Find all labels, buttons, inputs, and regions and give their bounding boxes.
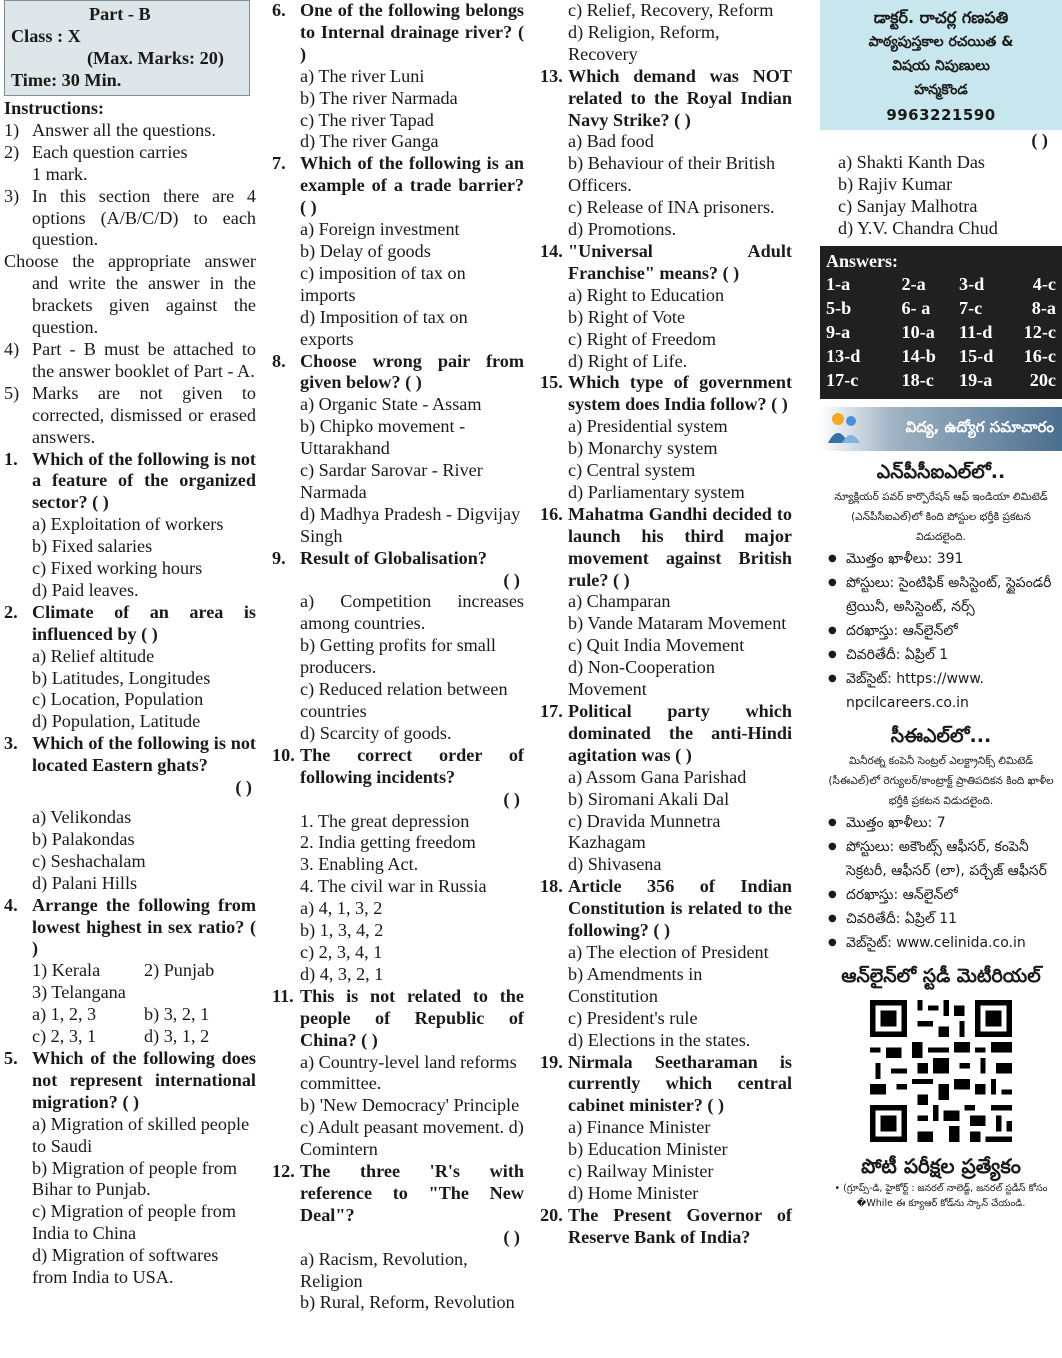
option-c: c) The river Tapad: [300, 109, 434, 130]
question-7: 7. Which of the following is an example of a trade barrier? ( ) a) Foreign investment b) Delay of goods c) imposition of tax on imports d) Imposition of tax on exports: [272, 153, 524, 349]
option-b: b) Rajiv Kumar: [838, 173, 953, 194]
item-4: 4. The civil war in Russia: [300, 876, 487, 897]
column-4: [820, 0, 1062, 1211]
cel-apply: ● దరఖాస్తు: ఆన్‌లైన్‌లో: [828, 883, 1056, 907]
option-c: c) Right of Freedom: [568, 328, 716, 349]
question-text: Choose wrong pair from given below?: [300, 350, 524, 393]
npcil-section: [820, 457, 1062, 715]
option-c: c) imposition of tax on imports: [300, 262, 466, 305]
answer-item: 16-c: [1023, 346, 1056, 367]
answer-item: 17-c: [826, 370, 859, 391]
option-a: a) Competition increases among countries.: [300, 591, 524, 634]
answer-bracket[interactable]: ( ): [235, 777, 252, 798]
part-label: Part - B: [89, 4, 151, 24]
question-20-cont: [820, 130, 1062, 240]
answer-item: 4-c: [1032, 273, 1056, 294]
option-b: b) 1, 3, 4, 2: [300, 920, 384, 941]
answer-bracket[interactable]: ( ): [503, 569, 520, 590]
option-a: a) Migration of skilled people to Saudi: [32, 1113, 250, 1156]
option-d: d) 3, 1, 2: [144, 1026, 210, 1047]
section-banner: [820, 407, 1062, 451]
answer-bracket[interactable]: ( ): [300, 197, 317, 218]
option-a: a) Shakti Kanth Das: [838, 151, 985, 172]
answer-bracket[interactable]: ( ): [32, 916, 257, 959]
option-d: d) Scarcity of goods.: [300, 722, 452, 743]
class-label: Class : X: [11, 26, 81, 46]
question-18: 18. Article 356 of Indian Constitution is related to the following? ( ) a) The election of President b) Amendments in Constitution c) President's rule d) Elections in the states.: [540, 876, 792, 1050]
question-text: This is not related to the people of Republic of China?: [300, 985, 524, 1050]
option-b: b) The river Narmada: [300, 87, 458, 108]
npcil-description: న్యూక్లియర్ పవర్ కార్పొరేషన్ ఆఫ్ ఇండియా లిమిటెడ్ (ఎన్‌పీసీఐఎల్)లో కింది పోస్టుల భర్తీకి ప్రకటన విడుదలైంది.: [834, 490, 1048, 543]
question-17: 17. Political party which dominated the anti-Hindi agitation was ( ) a) Assom Gana Parishad b) Siromani Akali Dal c) Dravida Munnetra Kazhagam d) Shivasena: [540, 701, 792, 875]
option-b: b) Monarchy system: [568, 438, 718, 459]
option-b: b) Getting profits for small producers.: [300, 635, 496, 678]
study-heading: ఆన్‌లైన్‌లో స్టడీ మెటీరియల్: [841, 964, 1041, 987]
npcil-posts: ● పోస్టులు: సైంటిఫిక్ అసిస్టెంట్, స్టైపండరీ ట్రెయినీ, అసిస్టెంట్, నర్స్: [828, 571, 1056, 619]
answer-item: 12-c: [1023, 321, 1056, 342]
max-marks: (Max. Marks: 20): [87, 48, 224, 68]
instruction-4: 4) Part - B must be attached to the answer booklet of Part - A.: [4, 338, 256, 381]
option-c: c) Central system: [568, 460, 696, 481]
answer-bracket[interactable]: ( ): [503, 1226, 520, 1247]
option-c: c) Adult peasant movement.: [300, 1117, 505, 1138]
cel-posts: ● పోస్టులు: అకౌంట్స్ ఆఫీసర్, కంపెనీ సెక్రటరీ, ఆఫీసర్ (లా), పర్చేజ్ ఆఫీసర్: [828, 835, 1056, 883]
answer-item: 8-a: [1031, 297, 1056, 318]
answer-bracket[interactable]: ( ): [707, 1095, 725, 1116]
option-a: a) 4, 1, 3, 2: [300, 898, 383, 919]
npcil-apply: ● దరఖాస్తు: ఆన్‌లైన్‌లో: [828, 619, 1056, 643]
option-d: d) Population, Latitude: [32, 711, 201, 732]
answer-item: 20c: [1029, 370, 1056, 391]
answer-bracket[interactable]: ( ): [1031, 130, 1048, 150]
answer-bracket[interactable]: ( ): [141, 623, 158, 644]
question-text: Article 356 of Indian Constitution is related to the following?: [568, 876, 792, 941]
answer-bracket[interactable]: ( ): [361, 1029, 378, 1050]
answer-bracket[interactable]: ( ): [771, 394, 788, 415]
option-b: b) Behaviour of their British Officers.: [568, 153, 776, 196]
author-phone: 9963221590: [886, 106, 996, 124]
npcil-vacancies: ● మొత్తం ఖాళీలు: 391: [828, 547, 1056, 571]
question-text: Which of the following does not represent international migration?: [32, 1047, 256, 1112]
answer-item: 14-b: [901, 346, 936, 367]
item-3: 3) Telangana: [32, 982, 126, 1003]
cel-vacancies: ● మొత్తం ఖాళీలు: 7: [828, 811, 1056, 835]
option-c: c) Release of INA prisoners.: [568, 197, 775, 218]
option-c: c) Dravida Munnetra Kazhagam: [568, 810, 721, 853]
option-a: a) The election of President: [568, 941, 769, 962]
answer-bracket[interactable]: ( ): [92, 492, 109, 513]
answer-bracket[interactable]: ( ): [503, 788, 520, 809]
question-1: 1. Which of the following is not a feature of the organized sector? ( ) a) Exploitation of workers b) Fixed salaries c) Fixed working hours d) Paid leaves.: [4, 448, 256, 600]
question-text: The Present Governor of Reserve Bank of India?: [568, 1204, 792, 1247]
option-d: d) Religion, Reform, Recovery: [568, 21, 720, 64]
part-header-box: [4, 0, 250, 96]
time-label: Time: 30 Min.: [11, 70, 122, 90]
option-a: a) Assom Gana Parishad: [568, 766, 747, 787]
question-9: 9. Result of Globalisation? ( ) a) Competition increases among countries. b) Getting profits for small producers. c) Reduced relation between countries d) Scarcity of goods.: [272, 547, 524, 743]
answer-bracket[interactable]: ( ): [405, 372, 422, 393]
author-subject: విషయ నిపుణులు: [892, 58, 990, 74]
question-text: Arrange the following from lowest highest in sex ratio?: [32, 894, 256, 937]
column-3: [540, 0, 792, 1249]
answer-item: 5-b: [826, 297, 852, 318]
cel-section: [820, 721, 1062, 955]
answer-bracket[interactable]: ( ): [653, 920, 671, 941]
author-box: [820, 0, 1062, 130]
question-13: 13. Which demand was NOT related to the Royal Indian Navy Strike? ( ) a) Bad food b) Behaviour of their British Officers. c) Release of INA prisoners. d) Promotions.: [540, 65, 792, 240]
option-d: d) Right of Life.: [568, 350, 688, 371]
answer-bracket[interactable]: ( ): [300, 21, 525, 64]
question-text: The correct order of following incidents?: [300, 744, 524, 787]
question-20: 20. The Present Governor of Reserve Bank of India?: [540, 1204, 792, 1247]
question-text: Which of the following is not located Eastern ghats?: [32, 733, 256, 776]
cel-description: మినీరత్న కంపెనీ సెంట్రల్ ఎలక్ట్రానిక్స్ లిమిటెడ్ (సీఈఎల్)లో రెగ్యులర్/కాంట్రాక్ట్ ప్రాతిపదికన కింది ఖాళీల భర్తీకి ప్రకటన విడుదలైంది.: [828, 754, 1054, 807]
option-b: b) Fixed salaries: [32, 536, 153, 557]
qr-code-icon[interactable]: [865, 995, 1017, 1147]
question-2: 2. Climate of an area is influenced by ( ) a) Relief altitude b) Latitudes, Longitudes c) Location, Population d) Population, Latitude: [4, 601, 256, 732]
answers-title: Answers:: [826, 250, 898, 271]
instruction-choose: Choose the appropriate answer and write the answer in the brackets given against the question.: [4, 251, 256, 338]
option-d: d) Paid leaves.: [32, 579, 139, 600]
option-b: b) Latitudes, Longitudes: [32, 667, 211, 688]
option-a: a) Champaran: [568, 591, 671, 612]
option-c: c) 2, 3, 4, 1: [300, 941, 383, 962]
answer-item: 6- a: [901, 297, 931, 318]
option-b: b) Vande Mataram Movement: [568, 613, 787, 634]
option-d: d) Parliamentary system: [568, 481, 745, 502]
column-2: [272, 0, 524, 1314]
cel-last-date: ● చివరితేదీ: ఏప్రిల్ 11: [828, 907, 1056, 931]
answer-item: 10-a: [901, 321, 935, 342]
option-c: c) Reduced relation between countries: [300, 679, 508, 721]
answer-item: 15-d: [959, 346, 994, 367]
question-5: 5. Which of the following does not represent international migration? ( ) a) Migration of skilled people to Saudi b) Migration of people from Bihar to Punjab. c) Migration of people from India to China d) Migration of softwares from India to USA.: [4, 1047, 256, 1288]
option-c: c) Quit India Movement: [568, 635, 745, 656]
option-c: c) Fixed working hours: [32, 558, 203, 579]
author-name: డాక్టర్. రాచర్ల గణపతి: [873, 8, 1009, 27]
question-text: Result of Globalisation?: [300, 547, 487, 568]
option-a: a) Exploitation of workers: [32, 514, 224, 535]
option-a: a) Racism, Revolution, Religion: [300, 1248, 468, 1291]
question-text: The three 'R's with reference to "The New Deal"?: [300, 1161, 524, 1225]
option-d: d) Elections in the states.: [568, 1029, 751, 1050]
question-text: Nirmala Seetharaman is currently which central cabinet minister?: [568, 1051, 792, 1116]
instruction-1: 1) Answer all the questions.: [4, 119, 216, 140]
column-1: [4, 0, 256, 1289]
option-d: d) Shivasena: [568, 854, 662, 875]
question-text: Which of the following is not a feature of the organized sector?: [32, 448, 256, 513]
question-10: 10. The correct order of following incidents? ( ) 1. The great depression 2. India getting freedom 3. Enabling Act. 4. The civil war in Russia a) 4, 1, 3, 2 b) 1, 3, 4, 2 c) 2, 3, 4, 1 d) 4, 3, 2, 1: [272, 744, 524, 984]
question-16: 16. Mahatma Gandhi decided to launch his third major movement against British rule? ( ) a) Champaran b) Vande Mataram Movement c) Quit India Movement d) Non-Cooperation Movement: [540, 503, 792, 700]
answer-item: 19-a: [959, 370, 993, 391]
answer-item: 3-d: [959, 273, 985, 294]
option-c: c) Railway Minister: [568, 1161, 714, 1182]
question-text: Which type of government system does India follow?: [568, 372, 792, 415]
option-b: b) Right of Vote: [568, 306, 686, 327]
study-material-section: [820, 961, 1062, 1211]
option-a: a) The river Luni: [300, 65, 425, 86]
item-2: 2. India getting freedom: [300, 832, 476, 853]
option-b: b) Migration of people from Bihar to Punjab.: [32, 1157, 238, 1200]
question-text: Which demand was NOT related to the Royal Indian Navy Strike?: [568, 65, 792, 130]
option-a: a) Organic State - Assam: [300, 394, 482, 415]
option-b: b) 'New Democracy' Principle: [300, 1095, 520, 1116]
question-text: Which of the following is an example of a trade barrier?: [300, 153, 524, 196]
option-a: a) Country-level land reforms committee.: [300, 1051, 517, 1094]
question-14: 14. "Universal Adult Franchise" means? ( ) a) Right to Education b) Right of Vote c) Right of Freedom d) Right of Life.: [540, 240, 792, 371]
question-text: Mahatma Gandhi decided to launch his third major movement against British rule?: [568, 503, 792, 590]
answer-bracket[interactable]: ( ): [675, 744, 692, 765]
question-text: Political party which dominated the anti-Hindi agitation was: [568, 701, 792, 765]
question-text: Climate of an area is influenced by: [32, 601, 256, 644]
item-1: 1) Kerala: [32, 960, 101, 981]
option-b: b) Delay of goods: [300, 240, 431, 261]
option-a: a) Foreign investment: [300, 219, 460, 240]
question-6: 6. One of the following belongs to Internal drainage river? ( ) a) The river Luni b) The river Narmada c) The river Tapad d) The river Ganga: [272, 0, 525, 152]
option-c: c) Sardar Sarovar - River Narmada: [300, 460, 483, 502]
item-3: 3. Enabling Act.: [300, 854, 419, 875]
option-b: b) Rural, Reform, Revolution: [300, 1292, 515, 1313]
answer-item: 18-c: [901, 370, 934, 391]
answers-grid: [826, 272, 1056, 393]
author-title: పాఠ్యపుస్తకాల రచయిత &: [868, 34, 1014, 50]
option-d: d) Non-Cooperation Movement: [568, 657, 715, 700]
instruction-2: 2) Each question carries: [4, 141, 188, 162]
option-b: b) Chipko movement - Uttarakhand: [300, 416, 466, 459]
answer-bracket[interactable]: ( ): [722, 262, 740, 283]
option-d: d) Home Minister: [568, 1182, 699, 1203]
option-b: b) Siromani Akali Dal: [568, 788, 730, 809]
instruction-2-cont: 1 mark.: [32, 163, 88, 184]
option-d: d) Imposition of tax on exports: [300, 306, 468, 349]
study-note: • (గ్రూప్స్-డి, హైకోర్ట్ : జనరల్ నాలెడ్జ్, జనరల్ స్టడీస్ కోసం �While ఈ క్యూఆర్ కోడ్‌ను స్కాన్ చేయండి.: [834, 1182, 1048, 1209]
option-d: d) Comintern: [300, 1117, 524, 1160]
option-c: c) Sanjay Malhotra: [838, 195, 978, 216]
question-15: 15. Which type of government system does India follow? ( ) a) Presidential system b) Monarchy system c) Central system d) Parliamentary system: [540, 372, 792, 502]
instruction-5: 5) Marks are not given to corrected, dismissed or erased answers.: [4, 382, 256, 447]
option-b: b) Amendments in Constitution: [568, 963, 703, 1006]
question-8: 8. Choose wrong pair from given below? ( ) a) Organic State - Assam b) Chipko movement - Uttarakhand c) Sardar Sarovar - River Narmada d) Madhya Pradesh - Digvijay Singh: [272, 350, 524, 546]
option-b: b) 3, 2, 1: [144, 1004, 210, 1025]
answers-box: [820, 246, 1062, 399]
graduate-logo-icon: [824, 409, 864, 449]
option-a: a) 1, 2, 3: [32, 1004, 97, 1025]
answer-bracket[interactable]: ( ): [612, 569, 630, 590]
answer-item: 9-a: [826, 321, 851, 342]
instructions-title: Instructions:: [4, 98, 105, 118]
answer-item: 13-d: [826, 346, 861, 367]
question-4: 4. Arrange the following from lowest highest in sex ratio? ( ) 1) Kerala 2) Punjab 3) Telangana a) 1, 2, 3 b) 3, 2, 1 c) 2, 3, 1 d) 3, 1, 2: [4, 894, 257, 1047]
instruction-3: 3) In this section there are 4 options (A/B/C/D) to each question.: [4, 185, 256, 250]
banner-text: విద్య, ఉద్యోగ సమాచారం: [905, 417, 1054, 436]
option-a: a) Presidential system: [568, 416, 728, 437]
question-19: 19. Nirmala Seetharaman is currently which central cabinet minister? ( ) a) Finance Minister b) Education Minister c) Railway Minister d) Home Minister: [540, 1051, 792, 1203]
author-city: హన్మకొండ: [914, 82, 968, 98]
study-footer: పోటీ పరీక్షల ప్రత్యేకం: [861, 1153, 1021, 1178]
option-c: c) Location, Population: [32, 689, 204, 710]
option-a: a) Relief altitude: [32, 645, 155, 666]
answer-bracket[interactable]: ( ): [674, 109, 691, 130]
option-b: b) Education Minister: [568, 1139, 728, 1160]
question-text: "Universal Adult Franchise" means?: [568, 240, 792, 283]
option-b: b) Palakondas: [32, 828, 135, 849]
question-text: One of the following belongs to Internal drainage river?: [300, 0, 524, 42]
question-11: 11. This is not related to the people of Republic of China? ( ) a) Country-level land reforms committee. b) 'New Democracy' Principle c) Adult peasant movement. d) Comintern: [272, 985, 524, 1160]
option-a: a) Velikondas: [32, 807, 132, 827]
option-c: c) Relief, Recovery, Reform: [568, 0, 774, 20]
npcil-last-date: ● చివరితేదీ: ఏప్రిల్ 1: [828, 643, 1056, 667]
option-d: d) Y.V. Chandra Chud: [838, 217, 998, 238]
answer-item: 11-d: [959, 321, 993, 342]
cel-website[interactable]: ● వెబ్‌సైట్: www.celinida.co.in: [828, 931, 1056, 955]
answer-bracket[interactable]: ( ): [122, 1091, 140, 1112]
option-d: d) Promotions.: [568, 219, 677, 240]
option-a: a) Right to Education: [568, 284, 725, 305]
answer-item: 7-c: [959, 297, 983, 318]
option-d: d) The river Ganga: [300, 131, 439, 152]
option-a: a) Bad food: [568, 131, 654, 152]
answer-item: 2-a: [901, 273, 926, 294]
question-12: 12. The three 'R's with reference to "The New Deal"? ( ) a) Racism, Revolution, Religion b) Rural, Reform, Revolution: [272, 1161, 524, 1313]
option-c: c) Seshachalam: [32, 850, 146, 871]
option-d: d) Palani Hills: [32, 872, 138, 893]
cel-details: [820, 811, 1062, 955]
option-d: d) Madhya Pradesh - Digvijay Singh: [300, 503, 521, 546]
option-d: d) 4, 3, 2, 1: [300, 963, 384, 984]
npcil-heading: ఎన్‌పీసీఐఎల్‌లో..: [876, 460, 1006, 483]
option-d: d) Migration of softwares from India to USA.: [32, 1245, 219, 1288]
item-2: 2) Punjab: [144, 960, 215, 981]
cel-heading: సీఈఎల్‌లో...: [890, 724, 992, 747]
option-a: a) Finance Minister: [568, 1117, 711, 1138]
option-c: c) President's rule: [568, 1007, 698, 1028]
option-c: c) 2, 3, 1: [32, 1026, 97, 1047]
answer-item: 1-a: [826, 273, 851, 294]
npcil-website[interactable]: ● వెబ్‌సైట్: https://www. npcilcareers.co.in: [828, 667, 1056, 715]
item-1: 1. The great depression: [300, 810, 470, 831]
npcil-details: [820, 547, 1062, 715]
option-c: c) Migration of people from India to China: [32, 1201, 237, 1244]
question-3: 3. Which of the following is not located Eastern ghats? ( ) a) Velikondas b) Palakondas c) Seshachalam d) Palani Hills: [4, 733, 256, 893]
question-12-cont: [540, 0, 792, 66]
